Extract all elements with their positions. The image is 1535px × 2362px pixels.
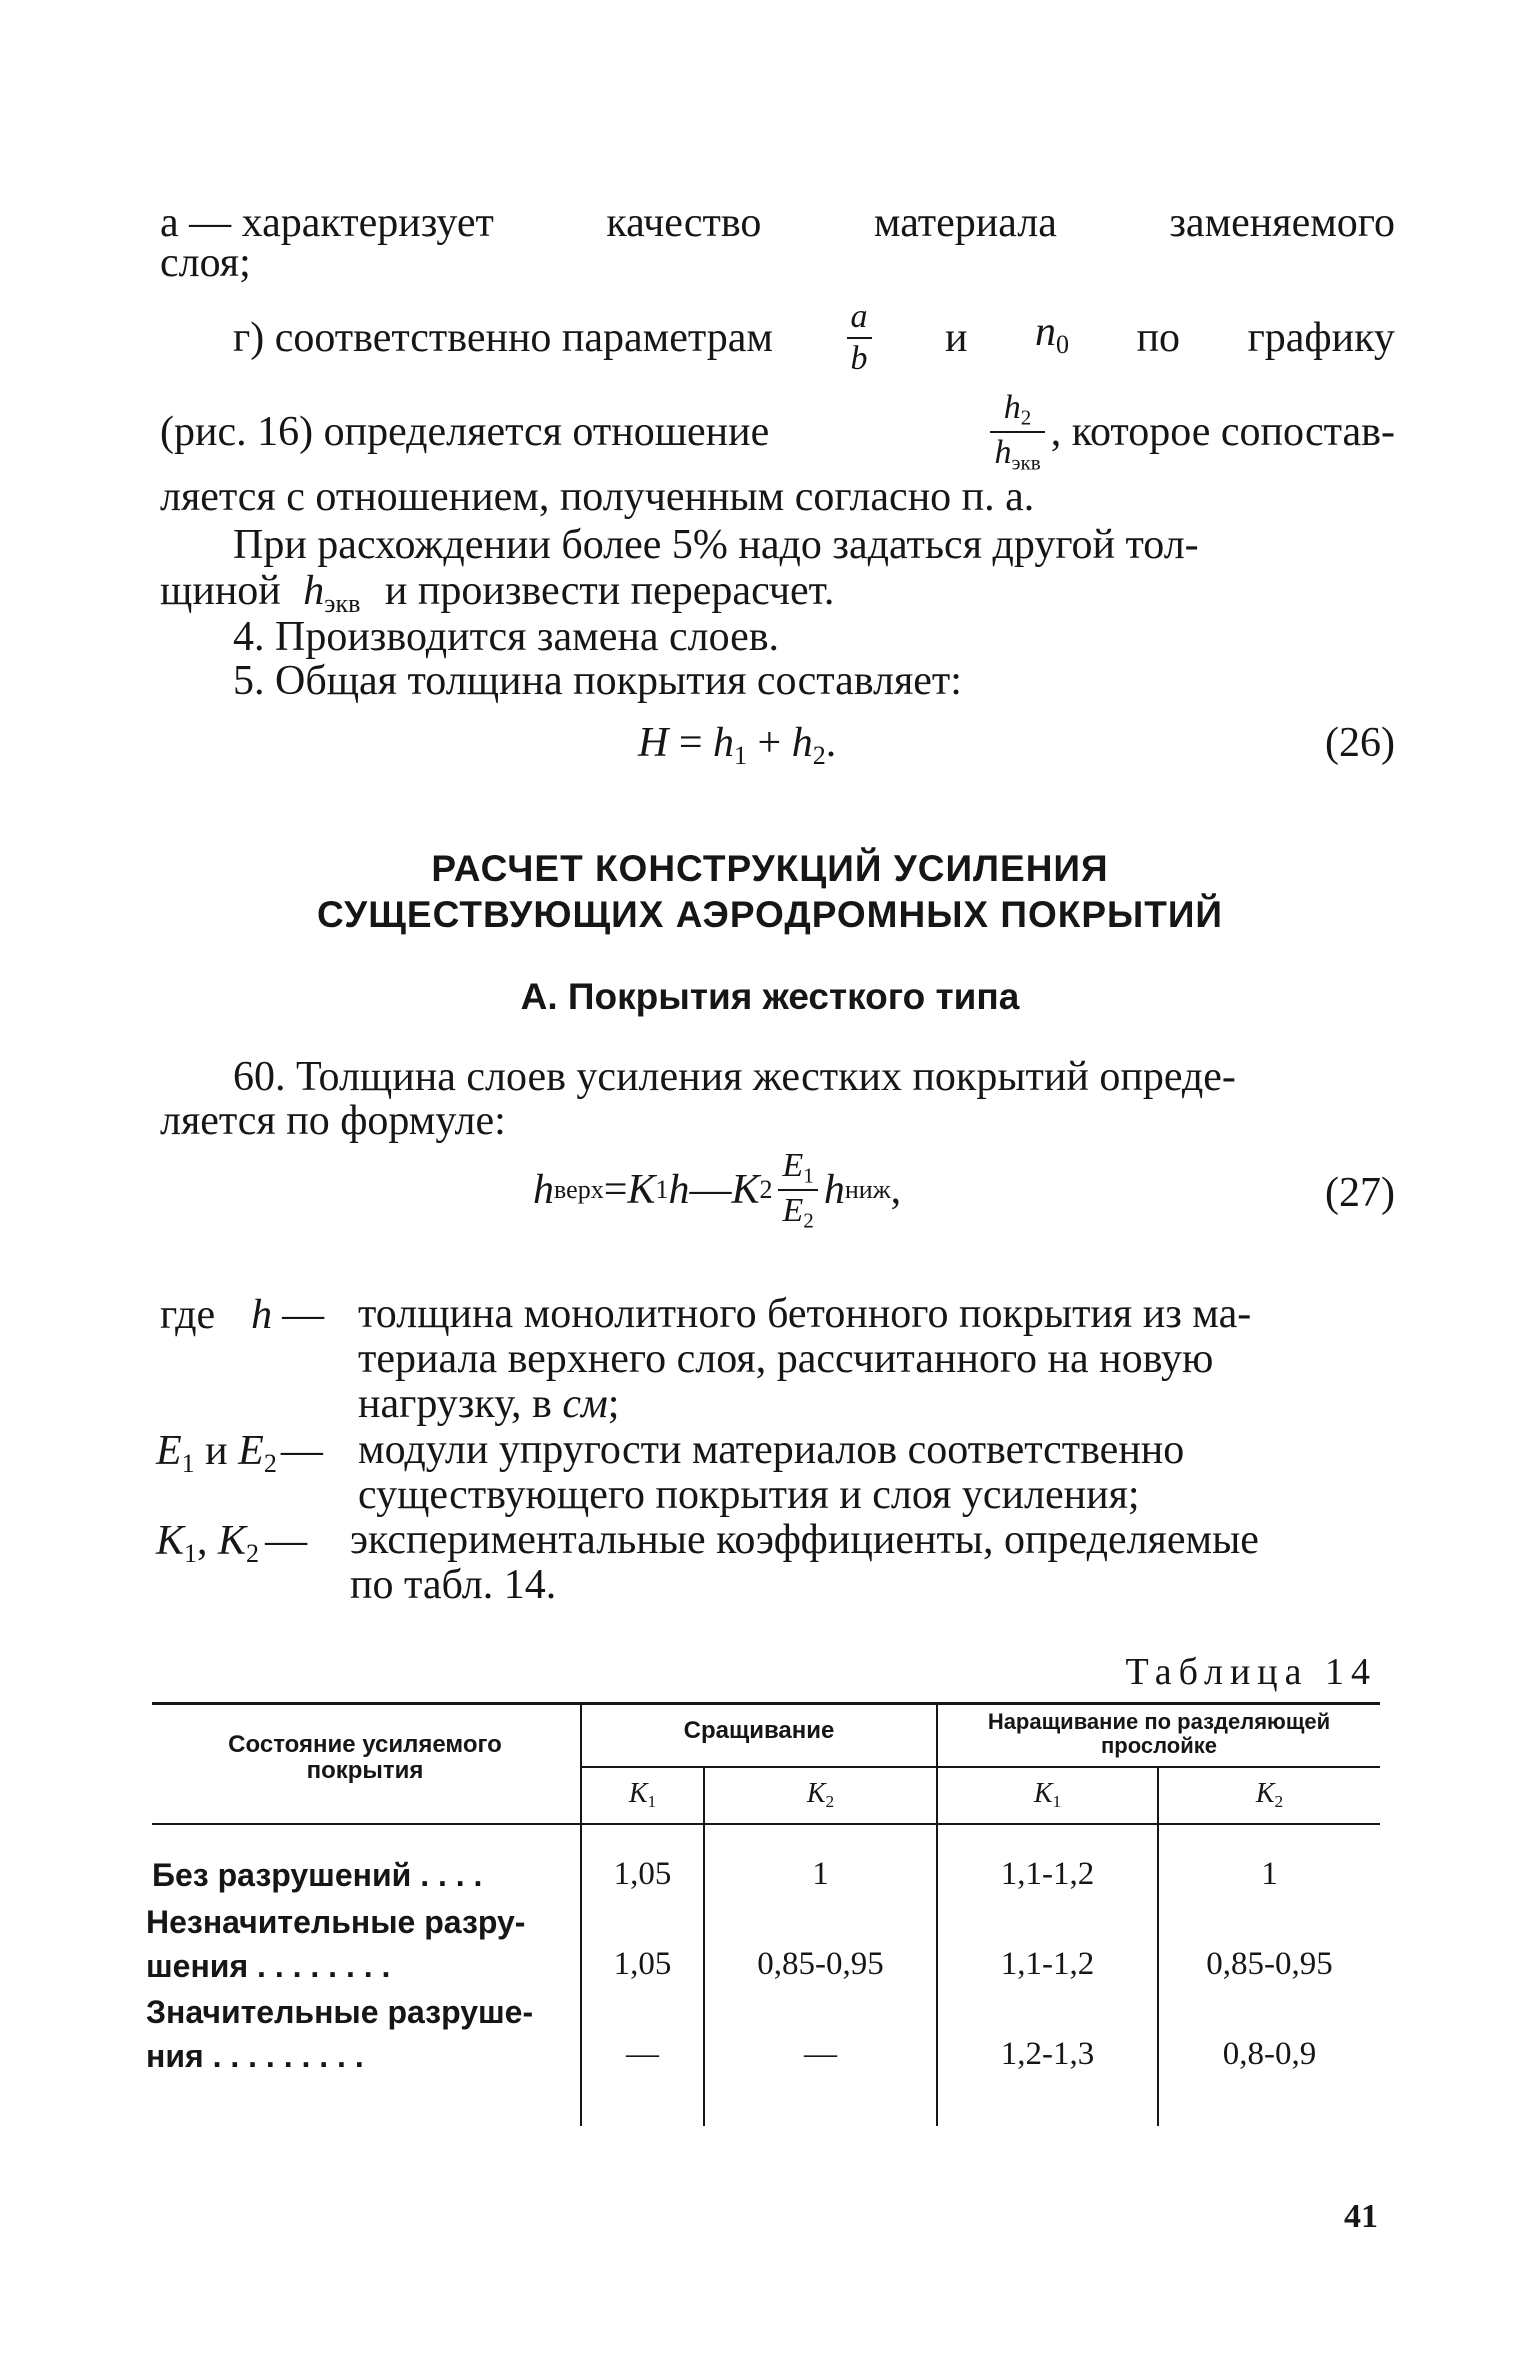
table-row-label: Без разрушений . . . . [152, 1857, 483, 1893]
table-cell: 1,2-1,3 [1000, 2036, 1095, 2072]
definition-k1-k2: экспериментальные коэффициенты, определяемые по табл. 14. [350, 1517, 1259, 1608]
definitions-where: где h — [160, 1292, 325, 1338]
definition-k1-k2-term: $K_1$, $K_2$ — [156, 1518, 308, 1568]
item-5: 5. Общая толщина покрытия составляет: [233, 658, 962, 704]
table-cell: — [804, 2036, 837, 2072]
para-g-line3: ляется с отношением, полученным согласно п. а. [160, 474, 1035, 520]
text: , которое сопостав- [1050, 409, 1395, 455]
table-header-splice: Сращивание [683, 1717, 835, 1744]
definition-h: толщина монолитного бетонного покрытия из ма- териала верхнего слоя, рассчитанного на новую нагрузку, в см; [358, 1291, 1252, 1427]
table-header-k1: $K_1$ [628, 1778, 657, 1812]
table-cell: 0,85-0,95 [1206, 1946, 1333, 1982]
equation-26: $H = h_1 + h_2$. [638, 720, 837, 770]
fraction-h2-over-hekv: $\frac{h_2}{h_{экв}}$ [990, 391, 1044, 474]
table-header-state: Состояние усиляемого покрытия [228, 1731, 502, 1784]
section-heading-line2: СУЩЕСТВУЮЩИХ АЭРОДРОМНЫХ ПОКРЫТИЙ [316, 894, 1224, 935]
word: материала [873, 200, 1057, 246]
word: заменяемого [1169, 200, 1395, 246]
para-60-line2: ляется по формуле: [160, 1098, 506, 1144]
table-cell: 0,8-0,9 [1222, 2036, 1317, 2072]
word: качество [606, 200, 762, 246]
table-caption: Таблица 14 [1125, 1651, 1377, 1693]
table-cell: 1,05 [613, 1946, 672, 1982]
word: а — характеризует [160, 200, 494, 246]
denominator: b [850, 340, 868, 377]
table-header-k1: $K_1$ [1033, 1778, 1062, 1812]
para-a-line1 [160, 198, 1395, 248]
equation-26-number: (26) [1325, 720, 1395, 766]
para-diff-line1: При расхождении более 5% надо задаться другой тол- [233, 522, 1199, 568]
numerator: a [847, 300, 872, 339]
text: (рис. 16) определяется отношение [160, 409, 770, 455]
table-cell: 1,05 [613, 1856, 672, 1892]
text: и [945, 315, 968, 361]
para-g-line2 [160, 388, 1395, 475]
item-4: 4. Производится замена слоев. [233, 614, 780, 660]
fraction-a-over-b [847, 300, 872, 376]
para-diff-line2: щиной $h_{экв}$ и произвести перерасчет. [160, 568, 835, 618]
text: по [1136, 315, 1181, 361]
table-cell: 1 [1261, 1856, 1278, 1892]
table-top-rule [152, 1702, 1380, 1705]
equation-27-number: (27) [1325, 1170, 1395, 1216]
table-header-mid-rule [582, 1766, 1380, 1768]
table-header-bottom-rule [152, 1823, 1380, 1825]
para-60-line1: 60. Толщина слоев усиления жестких покрытий опреде- [233, 1054, 1236, 1100]
fraction-e1-over-e2: $\frac{E_1}{E_2}$ [778, 1149, 817, 1232]
table-cell: 0,85-0,95 [757, 1946, 884, 1982]
table-cell: 1,1-1,2 [1000, 1856, 1095, 1892]
table-cell: 1,1-1,2 [1000, 1946, 1095, 1982]
table-header-k2: $K_2$ [806, 1778, 835, 1812]
text: графику [1247, 315, 1395, 361]
definition-e1-e2: модули упругости материалов соответственно существующего покрытия и слоя усиления; [358, 1427, 1185, 1518]
subsection-heading: А. Покрытия жесткого типа [520, 976, 1020, 1017]
definition-e1-e2-term: $E_1$ и $E_2—$ [156, 1428, 323, 1478]
equation-27: h верх = K 1 h — K 2 $\frac{E_1}{E_2}$ h ниж , [533, 1146, 902, 1233]
table-cell: — [626, 2036, 659, 2072]
para-g-line1 [233, 298, 1395, 378]
table-header-build: Наращивание по разделяющей прослойке [987, 1709, 1331, 1758]
table-header-k2: $K_2$ [1255, 1778, 1284, 1812]
text: г) соответственно параметрам [233, 315, 773, 361]
page-number: 41 [1344, 2198, 1378, 2235]
table-cell: 1 [812, 1856, 829, 1892]
table-row-label: Значительные разруше- ния . . . . . . . . . [146, 1994, 534, 2074]
n0-symbol: $n_0$ [1035, 308, 1070, 359]
table-row-label: Незначительные разру- шения . . . . . . . . [146, 1904, 526, 1984]
para-a-line2: слоя; [160, 240, 251, 286]
section-heading-line1: РАСЧЕТ КОНСТРУКЦИЙ УСИЛЕНИЯ [431, 848, 1109, 889]
